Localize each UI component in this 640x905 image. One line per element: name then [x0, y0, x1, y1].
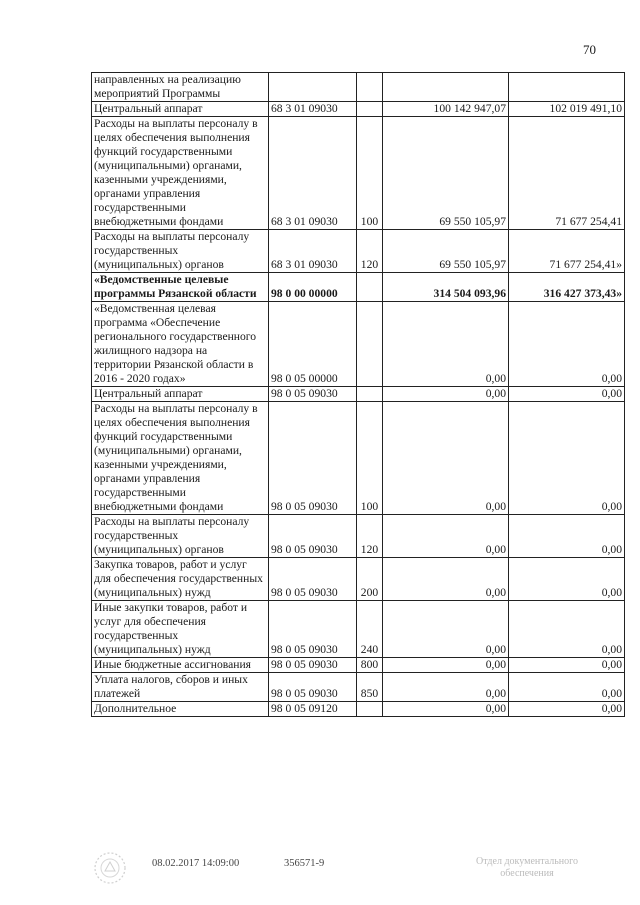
- amount-2017-cell: 0,00: [383, 515, 509, 558]
- expense-type-cell: 800: [357, 658, 383, 673]
- table-row: [92, 658, 625, 673]
- amount-2017-cell: 69 550 105,97: [383, 230, 509, 273]
- name-cell: Центральный аппарат: [92, 387, 269, 402]
- amount-2018-cell: 0,00: [509, 558, 625, 601]
- table-row: [92, 387, 625, 402]
- table-row: [92, 117, 625, 230]
- expense-type-cell: [357, 387, 383, 402]
- table-row: [92, 302, 625, 387]
- table-row: [92, 673, 625, 702]
- table-row: [92, 702, 625, 717]
- code-cell: 98 0 05 09030: [269, 658, 357, 673]
- expense-type-cell: 240: [357, 601, 383, 658]
- code-cell: 98 0 00 00000: [269, 273, 357, 302]
- amount-2018-cell: 0,00: [509, 658, 625, 673]
- amount-2017-cell: 0,00: [383, 402, 509, 515]
- amount-2018-cell: 71 677 254,41: [509, 117, 625, 230]
- amount-2017-cell: 314 504 093,96: [383, 273, 509, 302]
- code-cell: 68 3 01 09030: [269, 117, 357, 230]
- page-number: 70: [583, 42, 596, 57]
- amount-2017-cell: 0,00: [383, 302, 509, 387]
- table-row: [92, 273, 625, 302]
- footer-date: 08.02.2017 14:09:00: [152, 858, 240, 869]
- amount-2018-cell: 0,00: [509, 702, 625, 717]
- budget-table: [91, 72, 625, 717]
- amount-2017-cell: 0,00: [383, 702, 509, 717]
- table-row: [92, 102, 625, 117]
- table-row: [92, 515, 625, 558]
- name-cell: Закупка товаров, работ и услуг для обеспечения государственных (муниципальных) нужд: [92, 558, 269, 601]
- name-cell: Иные бюджетные ассигнования: [92, 658, 269, 673]
- code-cell: 98 0 05 09030: [269, 387, 357, 402]
- amount-2017-cell: 0,00: [383, 558, 509, 601]
- amount-2018-cell: 0,00: [509, 673, 625, 702]
- amount-2017-cell: 0,00: [383, 387, 509, 402]
- expense-type-cell: [357, 73, 383, 102]
- code-cell: 98 0 05 09030: [269, 402, 357, 515]
- amount-2018-cell: 0,00: [509, 402, 625, 515]
- expense-type-cell: [357, 702, 383, 717]
- table-row: [92, 73, 625, 102]
- expense-type-cell: 100: [357, 117, 383, 230]
- amount-2018-cell: 0,00: [509, 387, 625, 402]
- code-cell: 98 0 05 09030: [269, 601, 357, 658]
- amount-2018-cell: 0,00: [509, 601, 625, 658]
- name-cell: Центральный аппарат: [92, 102, 269, 117]
- code-cell: 68 3 01 09030: [269, 102, 357, 117]
- amount-2018-cell: 71 677 254,41»: [509, 230, 625, 273]
- expense-type-cell: 120: [357, 230, 383, 273]
- expense-type-cell: 200: [357, 558, 383, 601]
- amount-2017-cell: 69 550 105,97: [383, 117, 509, 230]
- table-body: [92, 73, 625, 717]
- name-cell: Расходы на выплаты персоналу в целях обеспечения выполнения функций государственными (муниципальными) органами, казенными учреждениями, органами управления государственными внебюджетными фондами: [92, 117, 269, 230]
- expense-type-cell: [357, 273, 383, 302]
- amount-2017-cell: 0,00: [383, 601, 509, 658]
- amount-2017-cell: 100 142 947,07: [383, 102, 509, 117]
- amount-2018-cell: 0,00: [509, 302, 625, 387]
- name-cell: Иные закупки товаров, работ и услуг для обеспечения государственных (муниципальных) нужд: [92, 601, 269, 658]
- name-cell: Расходы на выплаты персоналу в целях обеспечения выполнения функций государственными (муниципальными) органами, казенными учреждениями, органами управления государственными внебюджетными фондами: [92, 402, 269, 515]
- code-cell: [269, 73, 357, 102]
- table-row: [92, 230, 625, 273]
- amount-2018-cell: [509, 73, 625, 102]
- name-cell: Уплата налогов, сборов и иных платежей: [92, 673, 269, 702]
- amount-2018-cell: 102 019 491,10: [509, 102, 625, 117]
- name-cell: «Ведомственные целевые программы Рязанской области: [92, 273, 269, 302]
- table-row: [92, 402, 625, 515]
- amount-2017-cell: 0,00: [383, 673, 509, 702]
- name-cell: Расходы на выплаты персоналу государственных (муниципальных) органов: [92, 515, 269, 558]
- amount-2017-cell: [383, 73, 509, 102]
- amount-2018-cell: 0,00: [509, 515, 625, 558]
- code-cell: 98 0 05 09030: [269, 515, 357, 558]
- name-cell: «Ведомственная целевая программа «Обеспечение регионального государственного жилищного надзора на территории Рязанской области в 2016 - 2020 годах»: [92, 302, 269, 387]
- name-cell: направленных на реализацию мероприятий Программы: [92, 73, 269, 102]
- code-cell: 98 0 05 00000: [269, 302, 357, 387]
- amount-2017-cell: 0,00: [383, 658, 509, 673]
- footer-doc-number: 356571-9: [284, 858, 325, 869]
- amount-2018-cell: 316 427 373,43»: [509, 273, 625, 302]
- seal-icon: [93, 851, 127, 885]
- expense-type-cell: [357, 302, 383, 387]
- table-row: [92, 601, 625, 658]
- name-cell: Дополнительное: [92, 702, 269, 717]
- expense-type-cell: 120: [357, 515, 383, 558]
- table-row: [92, 558, 625, 601]
- department-stamp: Отдел документального обеспечения: [475, 856, 579, 879]
- code-cell: 98 0 05 09120: [269, 702, 357, 717]
- code-cell: 68 3 01 09030: [269, 230, 357, 273]
- expense-type-cell: 850: [357, 673, 383, 702]
- name-cell: Расходы на выплаты персоналу государственных (муниципальных) органов: [92, 230, 269, 273]
- expense-type-cell: [357, 102, 383, 117]
- code-cell: 98 0 05 09030: [269, 558, 357, 601]
- code-cell: 98 0 05 09030: [269, 673, 357, 702]
- expense-type-cell: 100: [357, 402, 383, 515]
